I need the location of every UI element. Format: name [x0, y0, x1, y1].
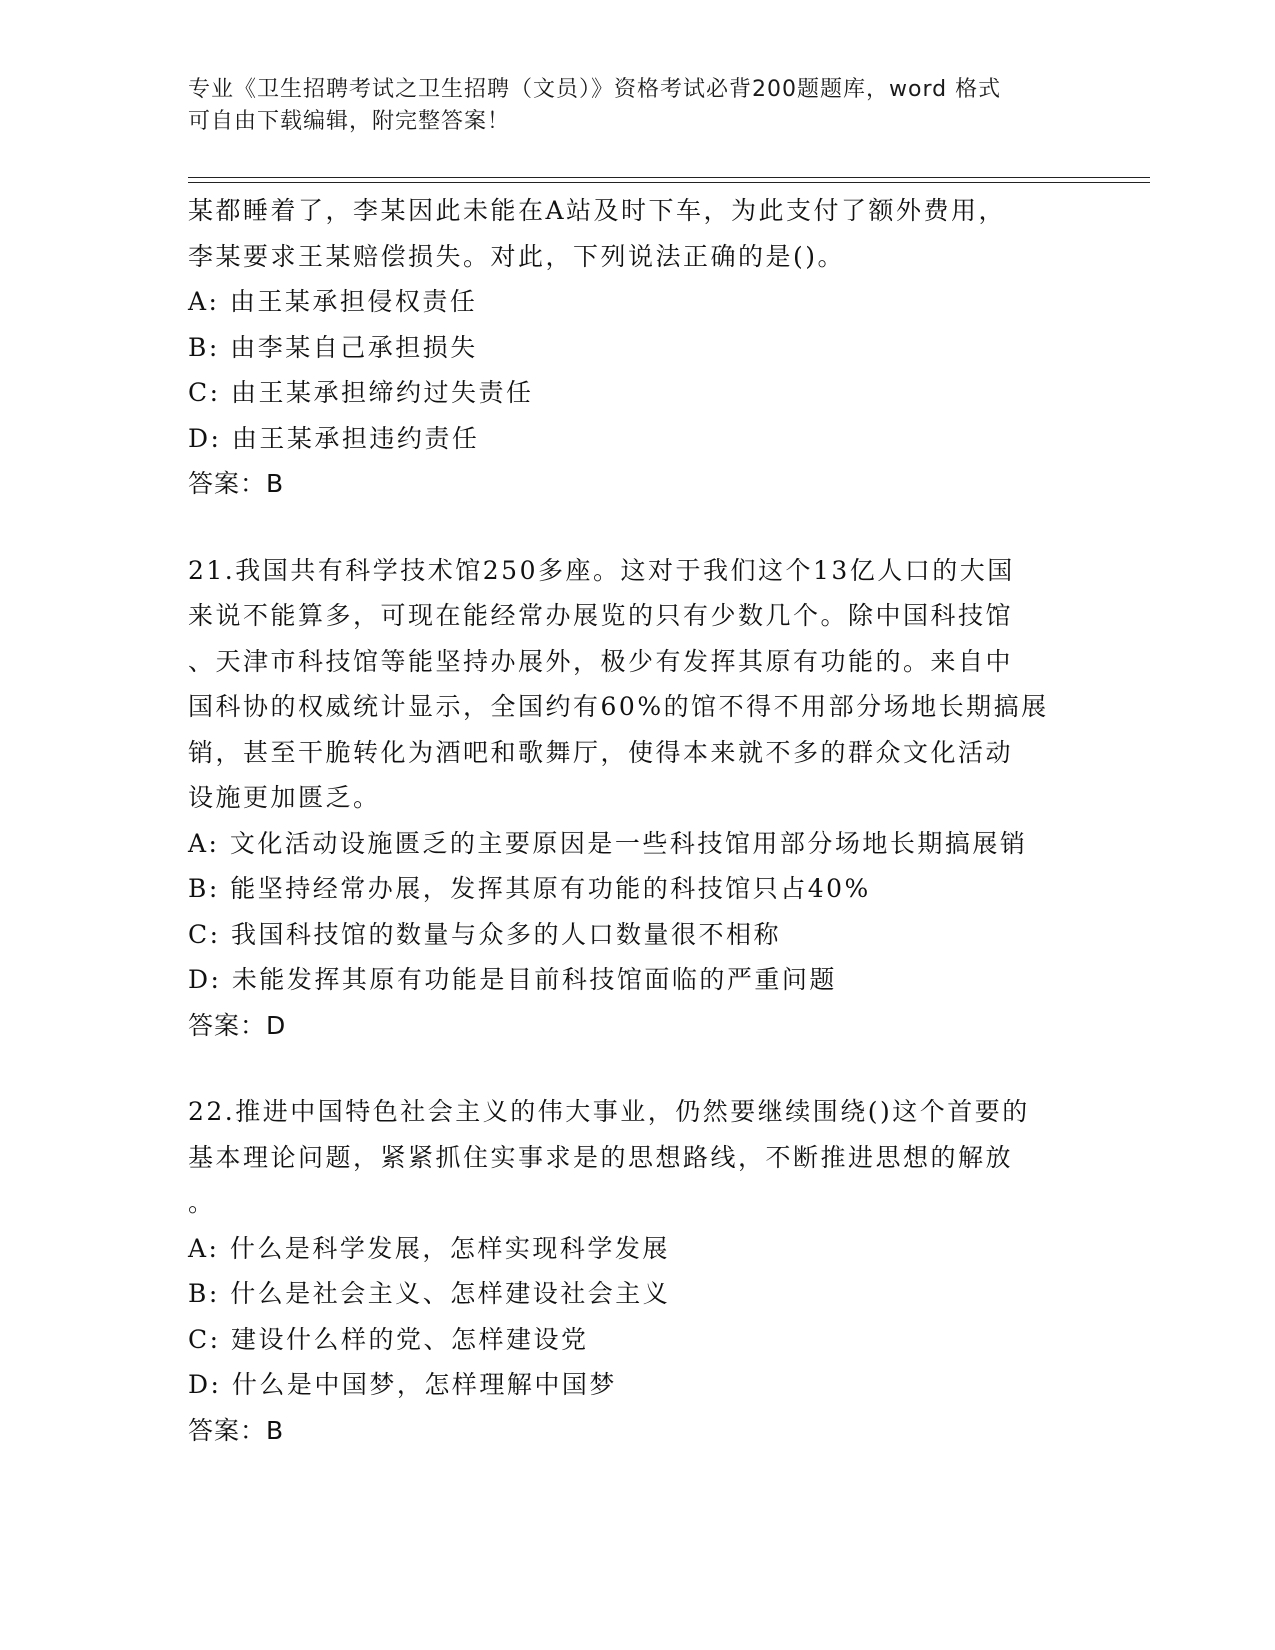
question-stem-line: 国科协的权威统计显示，全国约有60%的馆不得不用部分场地长期搞展 — [188, 692, 1049, 721]
question-list — [188, 188, 1088, 1453]
option-b: B: 什么是社会主义、怎样建设社会主义 — [188, 1279, 671, 1308]
option-b: B: 能坚持经常办展，发挥其原有功能的科技馆只占40% — [188, 874, 871, 903]
header-divider-bottom — [188, 182, 1150, 183]
question-stem-line: 。 — [188, 1188, 216, 1217]
question-stem-line: 基本理论问题，紧紧抓住实事求是的思想路线，不断推进思想的解放 — [188, 1142, 1014, 1172]
question-stem-line: 、天津市科技馆等能坚持办展外，极少有发挥其原有功能的。来自中 — [188, 646, 1014, 676]
question-spacer — [188, 507, 1088, 548]
question-spacer — [188, 1048, 1088, 1089]
option-b: B: 由李某自己承担损失 — [188, 332, 478, 362]
header-title-line-1: 专业《卫生招聘考试之卫生招聘（文员）》资格考试必背200题题库，word 格式 — [188, 77, 1002, 102]
question-stem-line: 21.我国共有科学技术馆250多座。这对于我们这个13亿人口的大国 — [188, 555, 1015, 585]
option-a: A: 由王某承担侵权责任 — [188, 287, 478, 316]
option-d: D: 未能发挥其原有功能是目前科技馆面临的严重问题 — [188, 965, 837, 994]
question-22 — [188, 1089, 1088, 1453]
option-c: C: 我国科技馆的数量与众多的人口数量很不相称 — [188, 919, 781, 949]
document-header — [188, 74, 1088, 138]
option-a: A: 文化活动设施匮乏的主要原因是一些科技馆用部分场地长期搞展销 — [188, 828, 1028, 858]
question-stem-line: 某都睡着了，李某因此未能在A站及时下车，为此支付了额外费用， — [188, 196, 1007, 225]
answer-line: 答案：B — [188, 469, 285, 498]
header-title-line-2: 可自由下载编辑，附完整答案！ — [188, 109, 511, 134]
option-d: D: 什么是中国梦，怎样理解中国梦 — [188, 1370, 617, 1399]
header-divider-top — [188, 177, 1150, 178]
option-a: A: 什么是科学发展，怎样实现科学发展 — [188, 1233, 670, 1263]
question-stem-line: 设施更加匮乏。 — [188, 783, 381, 812]
question-stem-line: 李某要求王某赔偿损失。对此，下列说法正确的是()。 — [188, 241, 846, 271]
option-c: C: 建设什么样的党、怎样建设党 — [188, 1324, 589, 1354]
question-stem-line: 来说不能算多，可现在能经常办展览的只有少数几个。除中国科技馆 — [188, 601, 1014, 630]
option-d: D: 由王某承担违约责任 — [188, 423, 480, 453]
option-c: C: 由王某承担缔约过失责任 — [188, 378, 534, 407]
question-stem-line: 销，甚至干脆转化为酒吧和歌舞厅，使得本来就不多的群众文化活动 — [188, 737, 1014, 767]
question-stem-line: 22.推进中国特色社会主义的伟大事业，仍然要继续围绕()这个首要的 — [188, 1097, 1030, 1126]
answer-line: 答案：D — [188, 1010, 287, 1040]
question-20 — [188, 188, 1088, 507]
question-21 — [188, 548, 1088, 1049]
answer-line: 答案：B — [188, 1415, 285, 1445]
